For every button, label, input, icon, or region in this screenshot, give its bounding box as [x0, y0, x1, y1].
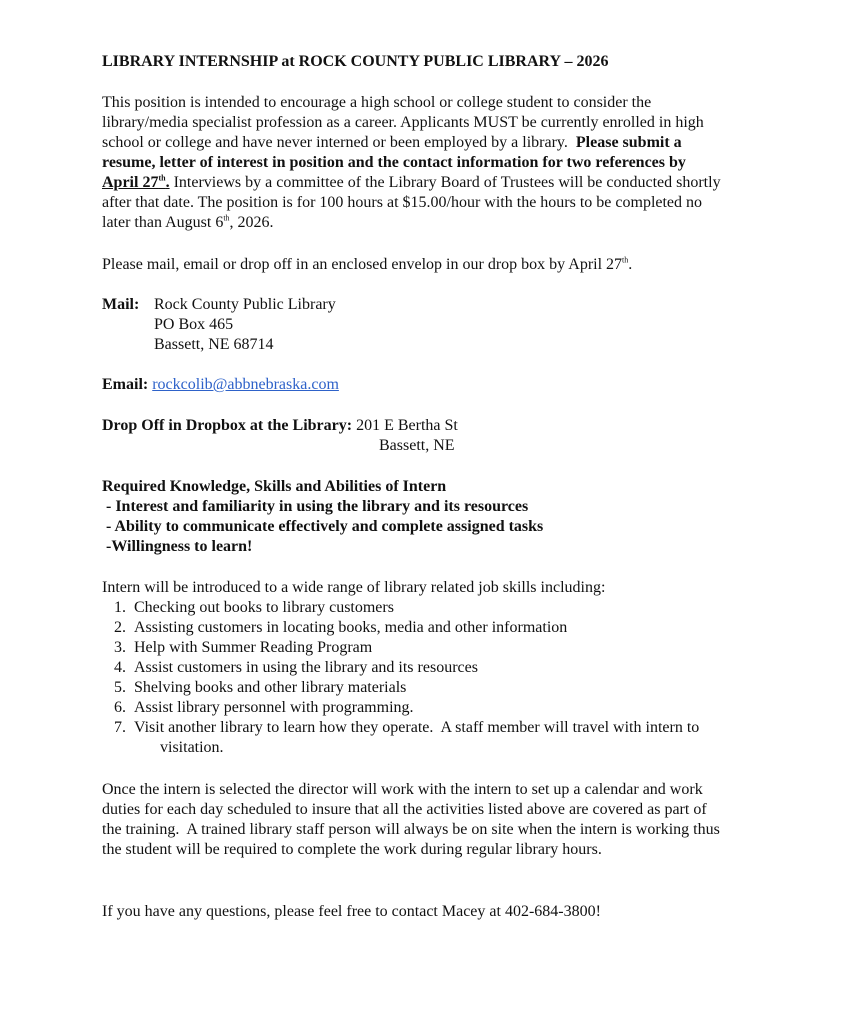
skill-list-item: 3. Help with Summer Reading Program — [114, 639, 373, 656]
requirements-heading: Required Knowledge, Skills and Abilities of Intern — [102, 478, 447, 495]
closing-line-3: the training. A trained library staff person will always be on site when the intern is working thus — [102, 821, 720, 838]
intro-line-3 — [102, 133, 682, 153]
intro-line-3-plain: school or college and have never interned or been employed by a library. — [102, 134, 568, 151]
email-label: Email: — [102, 376, 149, 393]
email-line — [102, 375, 339, 395]
intro-line-1: This position is intended to encourage a high school or college student to consider the — [102, 94, 652, 111]
contact-line: If you have any questions, please feel free to contact Macey at 402-684-3800! — [102, 903, 601, 920]
skills-intro: Intern will be introduced to a wide range of library related job skills including: — [102, 579, 606, 596]
intro-line-7: later than August 6th, 2026. — [102, 213, 274, 231]
deadline-date: April 27th. — [102, 173, 170, 191]
intro-line-5-rest: Interviews by a committee of the Library Board of Trustees will be conducted shortly — [169, 174, 721, 191]
skill-list-item: 5. Shelving books and other library materials — [114, 679, 407, 696]
document-title: LIBRARY INTERNSHIP at ROCK COUNTY PUBLIC LIBRARY – 2026 — [102, 53, 609, 70]
requirement-item: - Ability to communicate effectively and complete assigned tasks — [102, 518, 544, 535]
dropoff-line — [102, 416, 458, 436]
mail-line-2: PO Box 465 — [154, 316, 234, 333]
skill-list-item: 4. Assist customers in using the library and its resources — [114, 659, 478, 676]
email-link[interactable]: rockcolib@abbnebraska.com — [152, 376, 339, 393]
mail-line-3: Bassett, NE 68714 — [154, 336, 274, 353]
intro-line-5 — [102, 173, 721, 193]
dropoff-line-2: Bassett, NE — [379, 437, 455, 454]
instructions-line: Please mail, email or drop off in an enclosed envelop in our drop box by April 27th. — [102, 255, 633, 273]
intro-line-3-bold: Please submit a — [575, 134, 682, 151]
dropoff-label: Drop Off in Dropbox at the Library: — [102, 417, 353, 434]
skill-list-item: 7. Visit another library to learn how they operate. A staff member will travel with intern to — [114, 719, 700, 736]
skill-list-item: 6. Assist library personnel with programming. — [114, 699, 414, 716]
mail-line-1: Rock County Public Library — [154, 296, 336, 313]
intro-line-4: resume, letter of interest in position and the contact information for two references by — [102, 154, 686, 171]
mail-label: Mail: — [102, 296, 140, 313]
skill-list-item-continuation: visitation. — [160, 739, 224, 756]
closing-line-4: the student will be required to complete the work during regular library hours. — [102, 841, 602, 858]
dropoff-line-1: 201 E Bertha St — [356, 417, 458, 434]
intro-line-2: library/media specialist profession as a career. Applicants MUST be currently enrolled in high — [102, 114, 704, 131]
requirement-item: -Willingness to learn! — [102, 538, 253, 555]
requirement-item: - Interest and familiarity in using the library and its resources — [102, 498, 529, 515]
skill-list-item: 2. Assisting customers in locating books, media and other information — [114, 619, 568, 636]
intro-line-6: after that date. The position is for 100 hours at $15.00/hour with the hours to be completed no — [102, 194, 703, 211]
closing-line-1: Once the intern is selected the director will work with the intern to set up a calendar and work — [102, 781, 703, 798]
skill-list-item: 1. Checking out books to library customers — [114, 599, 394, 616]
closing-line-2: duties for each day scheduled to insure that all the activities listed above are covered as part of — [102, 801, 707, 818]
